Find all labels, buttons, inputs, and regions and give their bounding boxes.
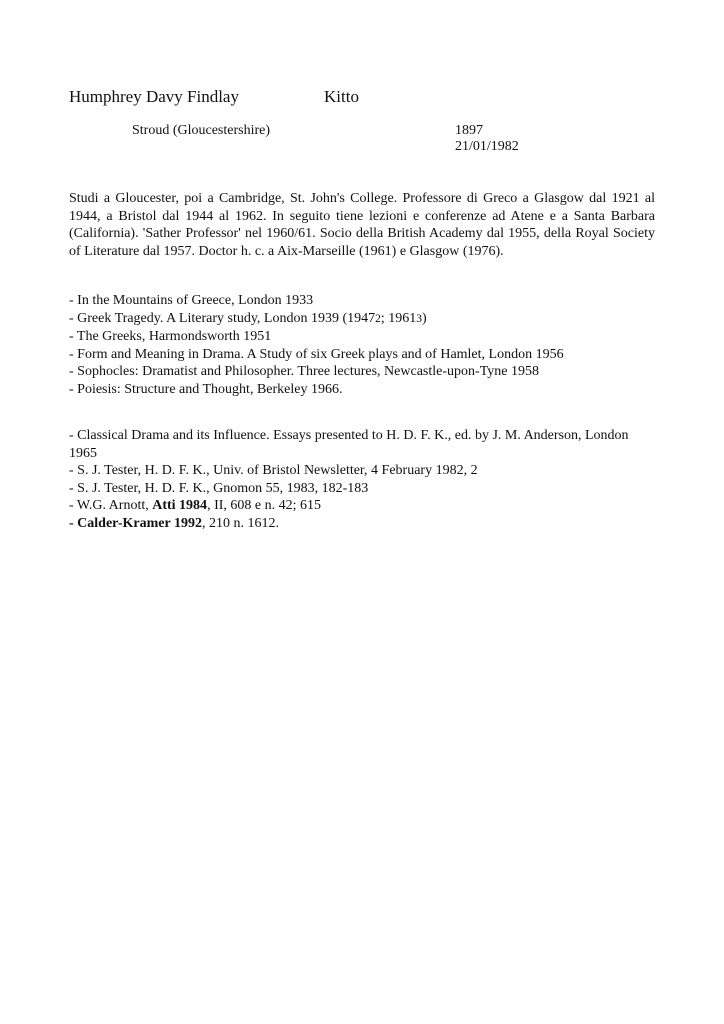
- works-list: [69, 292, 669, 398]
- reference-item: [69, 515, 669, 533]
- reference-text: -: [69, 515, 78, 531]
- work-item: - In the Mountains of Greece, London 1933: [69, 293, 314, 308]
- work-item: - Poiesis: Structure and Thought, Berkeley 1966.: [69, 381, 343, 397]
- reference-item: - Classical Drama and its Influence. Essays presented to H. D. F. K., ed. by J. M. Anderson, London 1965: [69, 428, 629, 461]
- references-list: [69, 427, 669, 532]
- reference-item: - S. J. Tester, H. D. F. K., Univ. of Bristol Newsletter, 4 February 1982, 2: [69, 463, 478, 478]
- death-date: 21/01/1982: [455, 139, 519, 154]
- work-item: - Form and Meaning in Drama. A Study of six Greek plays and of Hamlet, London 1956: [69, 346, 564, 362]
- reference-text: , II, 608 e n. 42; 615: [207, 498, 321, 513]
- work-item: [69, 310, 669, 329]
- given-names: Humphrey Davy Findlay: [69, 87, 239, 106]
- biography-paragraph: Studi a Gloucester, poi a Cambridge, St. John's College. Professore di Greco a Glasgow dal 1921 al 1944, a Bristol dal 1944 al 1962. In seguito tiene lezioni e conferenze ad Atene e a Santa Barbara (California). 'Sather Professor' nel 1960/61. Socio della British Academy dal 1955, della Royal Society of Literature dal 1957. Doctor h. c. a Aix-Marseille (1961) e Glasgow (1976).: [69, 191, 655, 259]
- work-text: ): [422, 310, 427, 326]
- edition-number: 2: [375, 312, 381, 325]
- reference-bold: Calder-Kramer 1992: [77, 515, 202, 531]
- reference-text: - W.G. Arnott,: [69, 498, 153, 513]
- reference-text: , 210 n. 1612.: [201, 515, 279, 531]
- birth-year: 1897: [455, 123, 483, 138]
- reference-bold: Atti 1984: [152, 498, 208, 513]
- work-item: - Sophocles: Dramatist and Philosopher. Three lectures, Newcastle-upon-Tyne 1958: [69, 364, 539, 379]
- reference-item: - S. J. Tester, H. D. F. K., Gnomon 55, 1983, 182-183: [69, 480, 369, 496]
- edition-number: 3: [416, 312, 423, 325]
- birthplace: Stroud (Gloucestershire): [132, 123, 271, 138]
- work-text: ; 1961: [380, 310, 417, 326]
- work-text: - Greek Tragedy. A Literary study, London 1939 (1947: [69, 310, 376, 326]
- surname: Kitto: [324, 87, 359, 106]
- work-item: - The Greeks, Harmondsworth 1951: [69, 329, 272, 344]
- reference-item: [69, 497, 669, 515]
- life-dates: [455, 123, 519, 155]
- person-name-row: [69, 87, 359, 107]
